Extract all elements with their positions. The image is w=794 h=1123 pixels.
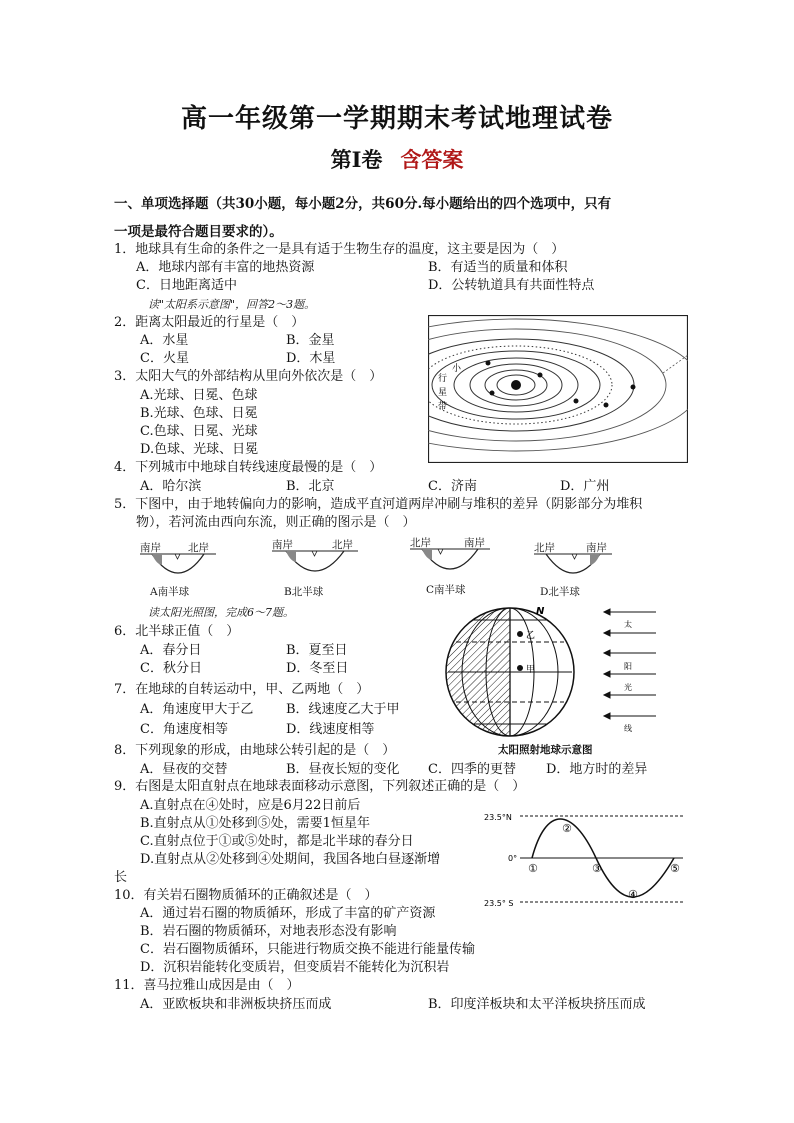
q11-stem: 11．喜马拉雅山成因是由（ ） — [114, 978, 300, 993]
point-5: ⑤ — [670, 862, 680, 875]
q6-option-c: C．秋分日 — [140, 661, 202, 676]
jia-label: 甲 — [526, 665, 536, 675]
q7-option-b: B．线速度乙大于甲 — [286, 702, 400, 717]
q10-option-d: D．沉积岩能转化变质岩，但变质岩不能转化为沉积岩 — [140, 960, 450, 975]
river-c-caption: C南半球 — [426, 584, 466, 596]
q2-stem: 2．距离太阳最近的行星是（ ） — [114, 315, 305, 330]
q9-option-a: A.直射点在④处时，应是6月22日前后 — [140, 798, 361, 813]
q4-option-d: D．广州 — [560, 479, 610, 494]
yi-label: 乙 — [526, 631, 536, 641]
river-a-right: 北岸 — [188, 542, 209, 554]
river-b-left: 南岸 — [272, 539, 293, 551]
river-c-left: 北岸 — [410, 537, 431, 549]
q4-stem: 4．下列城市中地球自转线速度最慢的是（ ） — [114, 460, 383, 475]
q2-option-c: C．火星 — [140, 351, 189, 366]
q4-option-c: C．济南 — [428, 479, 477, 494]
q3-option-c: C.色球、日冕、光球 — [140, 424, 258, 439]
river-a-caption: A南半球 — [150, 586, 190, 598]
q9-option-d-line1: D.直射点从②处移到④处期间，我国各地白昼逐渐增 — [140, 852, 441, 867]
q9-stem: 9．右图是太阳直射点在地球表面移动示意图，下列叙述正确的是（ ） — [114, 779, 526, 794]
river-section-b — [272, 549, 358, 581]
q10-option-c: C．岩石圈物质循环，只能进行物质交换不能进行能量传输 — [140, 942, 475, 957]
subsolar-motion-figure — [478, 806, 688, 912]
ray-char-3: 光 — [624, 683, 632, 692]
ray-char-4: 线 — [624, 724, 632, 733]
q2-option-b: B．金星 — [286, 333, 335, 348]
river-section-c — [410, 547, 490, 579]
q11-option-b: B．印度洋板块和太平洋板块挤压而成 — [428, 997, 646, 1012]
point-3: ③ — [592, 862, 602, 875]
q7-option-a: A．角速度甲大于乙 — [140, 702, 254, 717]
q10-stem: 10．有关岩石圈物质循环的正确叙述是（ ） — [114, 888, 378, 903]
q6-stem: 6．北半球正值（ ） — [114, 624, 240, 639]
sunlight-earth-figure — [436, 606, 660, 740]
river-d-right: 南岸 — [586, 542, 607, 554]
q3-stem: 3．太阳大气的外部结构从里向外依次是（ ） — [114, 369, 383, 384]
sunlight-figure-caption: 太阳照射地球示意图 — [498, 744, 593, 756]
note-sunlight: 读太阳光照图，完成6～7题。 — [148, 606, 294, 619]
q10-option-a: A．通过岩石圈的物质循环，形成了丰富的矿产资源 — [140, 906, 436, 921]
q6-option-a: A．春分日 — [140, 643, 202, 658]
section-heading-line1: 一、单项选择题（共30小题，每小题2分，共60分.每小题给出的四个选项中，只有 — [114, 196, 612, 212]
point-4: ④ — [628, 888, 638, 901]
q4-option-b: B．北京 — [286, 479, 335, 494]
q2-option-d: D．木星 — [286, 351, 336, 366]
q5-stem-line2: 物），若河流由西向东流，则正确的图示是（ ） — [136, 515, 416, 530]
belt-char-1: 行 — [438, 374, 448, 384]
ray-char-1: 太 — [624, 620, 632, 629]
q1-option-c: C．日地距离适中 — [136, 278, 237, 293]
q6-option-d: D．冬至日 — [286, 661, 349, 676]
belt-char-3: 带 — [438, 402, 448, 412]
river-d-caption: D北半球 — [540, 586, 580, 598]
q5-stem-line1: 5．下图中，由于地转偏向力的影响，造成平直河道两岸冲刷与堆积的差异（阴影部分为堆积 — [114, 497, 643, 512]
river-d-left: 北岸 — [534, 542, 555, 554]
q1-option-a: A．地球内部有丰富的地热资源 — [136, 260, 315, 275]
page-subtitle — [0, 144, 794, 174]
section-heading-line2: 一项是最符合题目要求的）。 — [114, 224, 283, 240]
q3-option-a: A.光球、日冕、色球 — [140, 388, 258, 403]
equator-label: 0° — [508, 854, 518, 863]
lat-north-label: 23.5°N — [484, 813, 512, 822]
small-planet-label: 小 — [452, 364, 462, 374]
subtitle-tag: 含答案 — [400, 147, 464, 172]
lat-south-label: 23.5° S — [484, 899, 514, 908]
point-2: ② — [562, 822, 572, 835]
q8-option-d: D．地方时的差异 — [546, 762, 648, 777]
q8-stem: 8．下列现象的形成，由地球公转引起的是（ ） — [114, 743, 396, 758]
q1-stem: 1．地球具有生命的条件之一是具有适于生物生存的温度，这主要是因为（ ） — [114, 242, 565, 257]
q6-option-b: B．夏至日 — [286, 643, 348, 658]
q1-option-b: B．有适当的质量和体积 — [428, 260, 568, 275]
q8-option-b: B．昼夜长短的变化 — [286, 762, 400, 777]
point-1: ① — [528, 862, 538, 875]
q3-option-b: B.光球、色球、日冕 — [140, 406, 258, 421]
north-label: N — [536, 606, 545, 617]
belt-char-2: 星 — [438, 388, 448, 398]
river-c-right: 南岸 — [464, 537, 485, 549]
q8-option-c: C．四季的更替 — [428, 762, 516, 777]
q1-option-d: D．公转轨道具有共面性特点 — [428, 278, 595, 293]
solar-system-figure — [428, 315, 688, 463]
q9-option-d-line2: 长 — [114, 870, 128, 885]
q3-option-d: D.色球、光球、日冕 — [140, 442, 259, 457]
q8-option-a: A．昼夜的交替 — [140, 762, 228, 777]
ray-char-2: 阳 — [624, 662, 632, 671]
q7-stem: 7．在地球的自转运动中，甲、乙两地（ ） — [114, 682, 370, 697]
q4-option-a: A．哈尔滨 — [140, 479, 202, 494]
q9-option-b: B.直射点从①处移到⑤处，需要1恒星年 — [140, 816, 370, 831]
river-section-a — [140, 552, 216, 582]
river-a-left: 南岸 — [140, 542, 161, 554]
q9-option-c: C.直射点位于①或⑤处时，都是北半球的春分日 — [140, 834, 414, 849]
q2-option-a: A．水星 — [140, 333, 189, 348]
river-section-d — [534, 552, 612, 582]
q7-option-c: C．角速度相等 — [140, 722, 228, 737]
q11-option-a: A．亚欧板块和非洲板块挤压而成 — [140, 997, 332, 1012]
river-b-right: 北岸 — [332, 539, 353, 551]
page-title: 高一年级第一学期期末考试地理试卷 — [180, 104, 613, 134]
q10-option-b: B．岩石圈的物质循环，对地表形态没有影响 — [140, 924, 397, 939]
subtitle-part: 第Ⅰ卷 — [330, 147, 383, 172]
note-solar-system: 读"太阳系示意图"，回答2～3题。 — [148, 298, 316, 311]
river-b-caption: B北半球 — [284, 586, 324, 598]
q7-option-d: D．线速度相等 — [286, 722, 375, 737]
